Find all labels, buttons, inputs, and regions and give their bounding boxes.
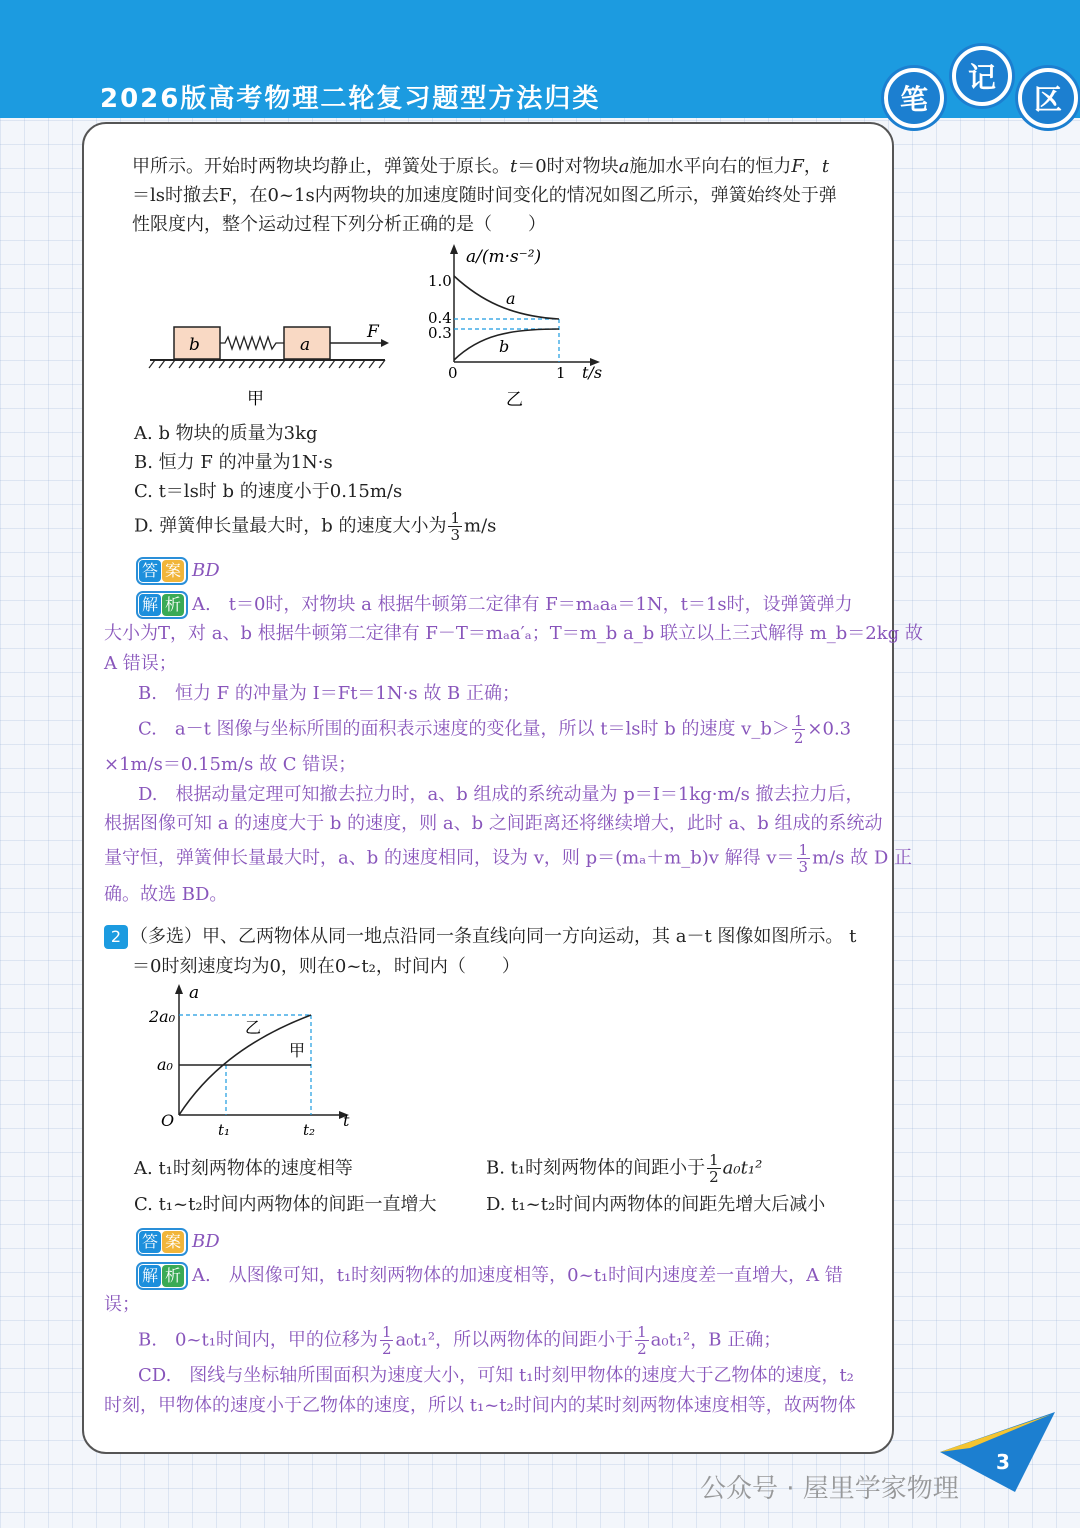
q1-analysis-line4: B. 恒力 F 的冲量为 I＝Ft＝1N·s 故 B 正确； (138, 683, 520, 704)
curve-a-label: a (506, 289, 516, 308)
note-tab-qu: 区 (1018, 68, 1078, 128)
q1-analysis-line1: 解 析 A. t＝0时，对物块 a 根据牛顿第二定律有 F＝mₐaₐ＝1N，t＝1s时，设弹簧弹力 (136, 591, 853, 619)
q2-line-jia-label: 甲 (289, 1041, 306, 1060)
curve-b-label: b (499, 337, 510, 356)
q1-analysis-line9: 量守恒，弹簧伸长量最大时，a、b 的速度相同，设为 v，则 p＝(mₐ＋m_b)v 解得 v＝ $\frac{1}{3}$ m/s 故 D 正 (104, 841, 913, 876)
q1-analysis-line5: C. a－t 图像与坐标所围的面积表示速度的变化量，所以 t＝ls时 b 的速度 v_b＞ $\frac{1}{2}$ ×0.3 (138, 712, 852, 747)
q2-tick-2a0: 2a₀ (149, 1007, 176, 1026)
q1-stem-line3: 性限度内，整个运动过程下列分析正确的是（ ） (132, 214, 546, 235)
q2-analysis-line5: 时刻，甲物体的速度小于乙物体的速度，所以 t₁~t₂时间内的某时刻两物体速度相等，故两物体 (104, 1395, 856, 1416)
q2-option-b: B. t₁时刻两物体的间距小于 $\frac{1}{2}$ a₀t₁² (486, 1151, 763, 1186)
q2-analysis-line1: 解 析 A. 从图像可知，t₁时刻两物体的加速度相等，0~t₁时间内速度差一直增大，A 错 (136, 1262, 843, 1290)
tick-0-4: 0.4 (428, 309, 452, 327)
q2-stem-line1: 2 （多选）甲、乙两物体从同一地点沿同一条直线向同一方向运动，其 a－t 图像如图所示。 t (104, 925, 856, 949)
q1-option-a: A. b 物块的质量为3kg (134, 423, 318, 444)
answer-badge: 答 案 (136, 557, 188, 585)
label-force: F (367, 322, 379, 342)
page-number: 3 (996, 1450, 1010, 1474)
figure-q2-a-t-graph (145, 980, 365, 1145)
q1-stem-line2: ＝ls时撤去F，在0~1s内两物块的加速度随时间变化的情况如图乙所示，弹簧始终处于弹 (132, 185, 837, 206)
q1-answer: 答 案 BD (136, 557, 220, 585)
note-tab-bi: 笔 (884, 68, 944, 128)
q2-origin: O (161, 1111, 175, 1130)
analysis-badge-2: 解 析 (136, 1262, 188, 1290)
caption-jia: 甲 (247, 389, 264, 409)
q1-analysis-line3: A 错误； (104, 653, 177, 674)
origin-label: 0 (448, 364, 458, 382)
watermark: 公众号 · 屋里学家物理 (700, 1474, 959, 1504)
caption-yi: 乙 (506, 390, 523, 410)
header-title: 2026版高考物理二轮复习题型方法归类 (100, 84, 601, 114)
analysis-badge: 解 析 (136, 591, 188, 619)
x-tick-1: 1 (556, 364, 566, 382)
tick-0-3: 0.3 (428, 324, 452, 342)
x-axis-label: t/s (582, 363, 603, 382)
q2-option-d: D. t₁~t₂时间内两物体的间距先增大后减小 (486, 1194, 826, 1215)
q2-x-axis-label: t (343, 1111, 350, 1130)
q2-analysis-line3: B. 0~t₁时间内，甲的位移为 $\frac{1}{2}$ a₀t₁²，所以两物体的间距小于 $\frac{1}{2}$ a₀t₁²，B 正确； (138, 1323, 782, 1358)
q2-t2: t₂ (303, 1121, 316, 1139)
q1-option-b: B. 恒力 F 的冲量为1N·s (134, 452, 333, 473)
q1-analysis-line7: D. 根据动量定理可知撤去拉力时，a、b 组成的系统动量为 p＝I＝1kg·m/s 撤去拉力后， (138, 784, 864, 805)
q1-option-d: D. 弹簧伸长量最大时，b 的速度大小为 $\frac{1}{3}$ m/s (134, 509, 497, 544)
q2-tick-a0: a₀ (157, 1055, 173, 1074)
q2-option-c: C. t₁~t₂时间内两物体的间距一直增大 (134, 1194, 437, 1215)
q1-option-c: C. t＝ls时 b 的速度小于0.15m/s (134, 481, 403, 502)
tick-1-0: 1.0 (428, 272, 452, 290)
figure-jia (145, 300, 395, 420)
q2-analysis-line2: 误； (104, 1294, 140, 1315)
q2-curve-yi-label: 乙 (245, 1018, 262, 1037)
y-axis-label: a/(m·s⁻²) (466, 247, 542, 267)
q1-analysis-line10: 确。故选 BD。 (104, 884, 228, 905)
label-a: a (300, 335, 311, 355)
note-tab-ji: 记 (952, 46, 1012, 106)
q2-t1: t₁ (218, 1121, 231, 1139)
q2-answer: 答 案 BD (136, 1228, 220, 1256)
q2-stem-line2: ＝0时刻速度均为0，则在0~t₂，时间内（ ） (132, 956, 520, 977)
q1-analysis-line2: 大小为T，对 a、b 根据牛顿第二定律有 F－T＝mₐa′ₐ；T＝m_b a_b 联立以上三式解得 m_b＝2kg 故 (104, 623, 923, 644)
spring (220, 337, 284, 349)
q1-analysis-line6: ×1m/s＝0.15m/s 故 C 错误； (104, 754, 357, 775)
q1-analysis-line8: 根据图像可知 a 的速度大于 b 的速度，则 a、b 之间距离还将继续增大，此时 a、b 组成的系统动 (104, 813, 883, 834)
label-b: b (189, 335, 200, 355)
figure-yi-a-t-graph (420, 240, 620, 415)
answer-badge-2: 答 案 (136, 1228, 188, 1256)
q2-analysis-line4: CD. 图线与坐标轴所围面积为速度大小，可知 t₁时刻甲物体的速度大于乙物体的速度，t₂ (138, 1365, 854, 1386)
q1-stem-line1: 甲所示。开始时两物块均静止，弹簧处于原长。t＝0时对物块a施加水平向右的恒力F，t (132, 156, 830, 177)
q2-y-axis-label: a (189, 983, 200, 1003)
question-number-badge: 2 (104, 925, 128, 949)
q2-option-a: A. t₁时刻两物体的速度相等 (134, 1158, 353, 1179)
